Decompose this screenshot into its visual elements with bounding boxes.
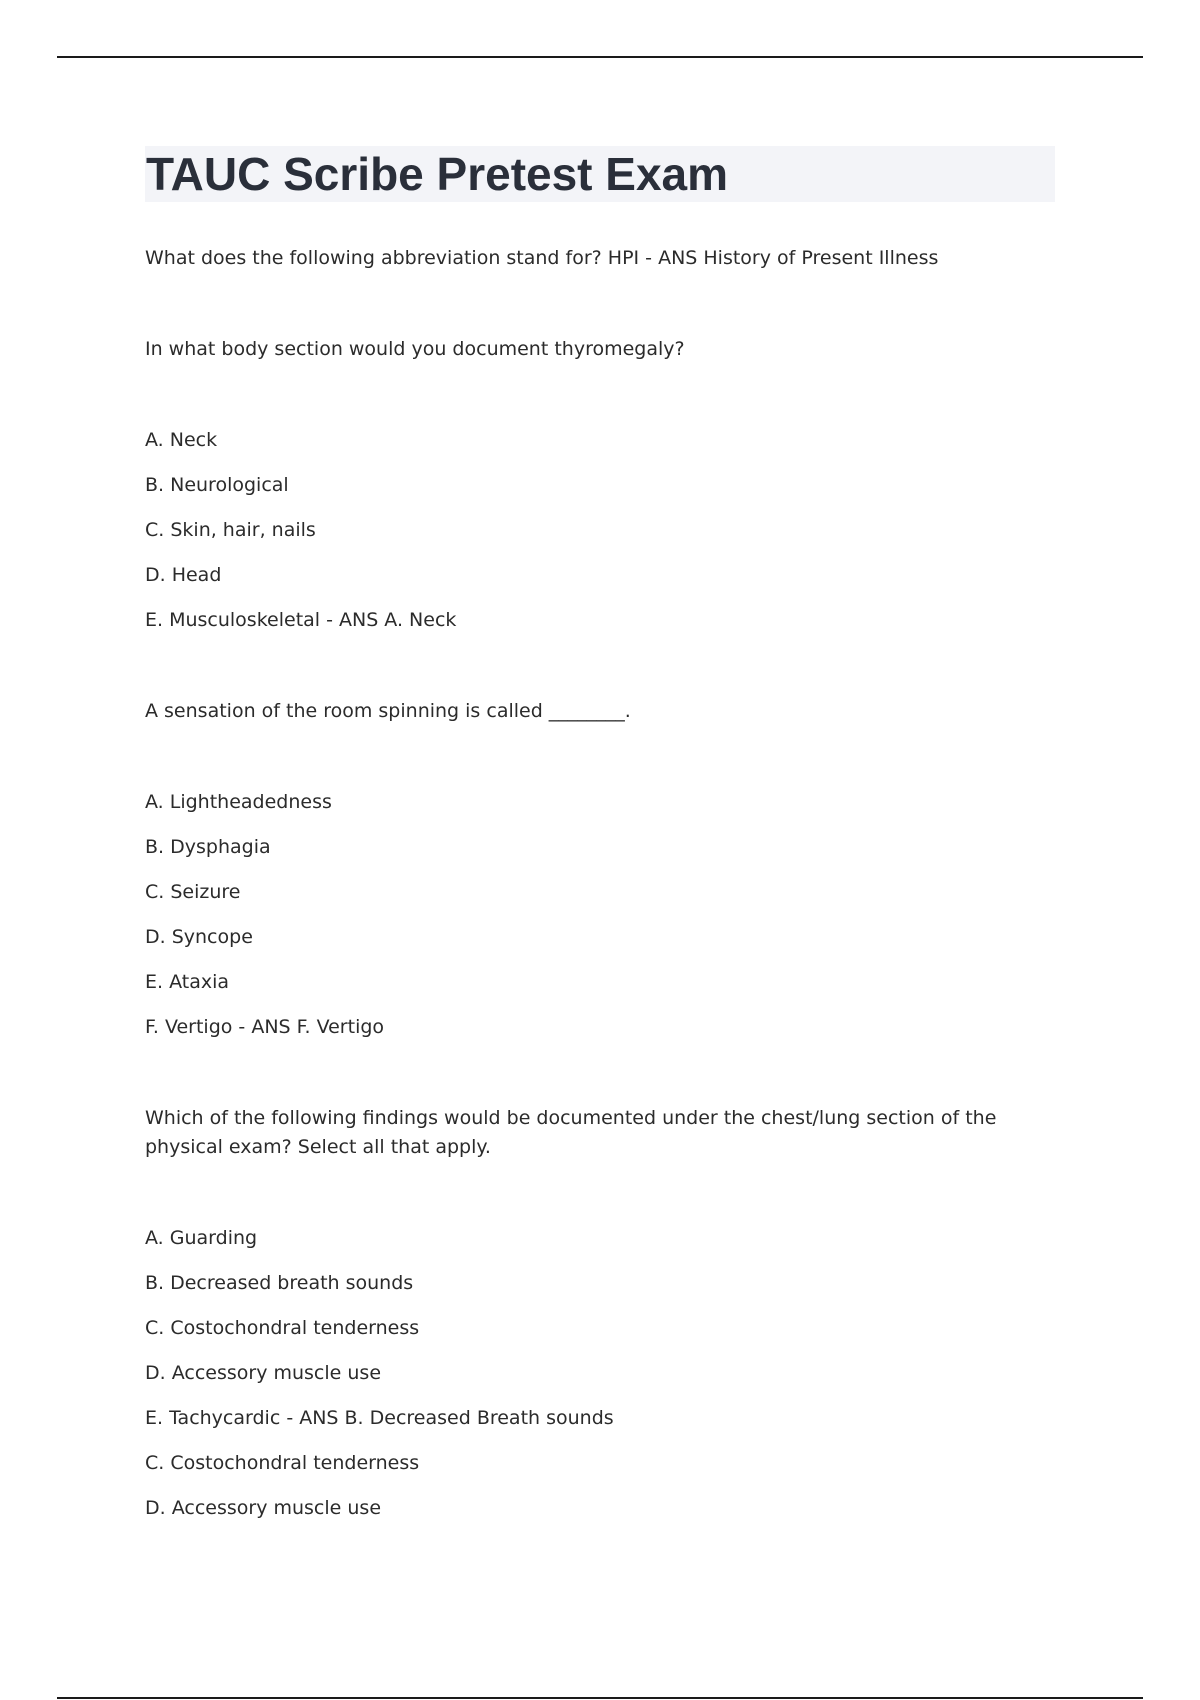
option-item-answer: E. Musculoskeletal - ANS A. Neck (145, 609, 457, 631)
document-body (145, 146, 1055, 1523)
question-1: What does the following abbreviation stand for? HPI - ANS History of Present Illness (145, 247, 939, 269)
option-item: E. Ataxia (145, 971, 230, 993)
question-4-options (145, 1224, 1055, 1523)
question-3: A sensation of the room spinning is called ________. (145, 700, 631, 722)
question-2-options (145, 426, 1055, 635)
option-item: A. Lightheadedness (145, 791, 332, 813)
option-item: C. Costochondral tenderness (145, 1452, 420, 1474)
option-item: B. Dysphagia (145, 836, 271, 858)
option-item: A. Guarding (145, 1227, 258, 1249)
option-item: C. Seizure (145, 881, 241, 903)
footer-rule (57, 1697, 1143, 1699)
question-4: Which of the following findings would be documented under the chest/lung section of the physical exam? Select all that apply. (145, 1107, 997, 1158)
option-item: D. Accessory muscle use (145, 1497, 382, 1519)
option-item-answer: E. Tachycardic - ANS B. Decreased Breath sounds (145, 1407, 614, 1429)
option-item: D. Syncope (145, 926, 253, 948)
option-item: C. Skin, hair, nails (145, 519, 316, 541)
question-3-options (145, 788, 1055, 1042)
option-item: B. Decreased breath sounds (145, 1272, 414, 1294)
option-item: A. Neck (145, 429, 218, 451)
option-item-answer: F. Vertigo - ANS F. Vertigo (145, 1016, 385, 1038)
header-rule (57, 56, 1143, 58)
option-item: B. Neurological (145, 474, 289, 496)
option-item: C. Costochondral tenderness (145, 1317, 420, 1339)
option-item: D. Accessory muscle use (145, 1362, 382, 1384)
title-band (145, 146, 1055, 202)
option-item: D. Head (145, 564, 222, 586)
page-title: TAUC Scribe Pretest Exam (146, 148, 729, 200)
question-2: In what body section would you document thyromegaly? (145, 338, 685, 360)
